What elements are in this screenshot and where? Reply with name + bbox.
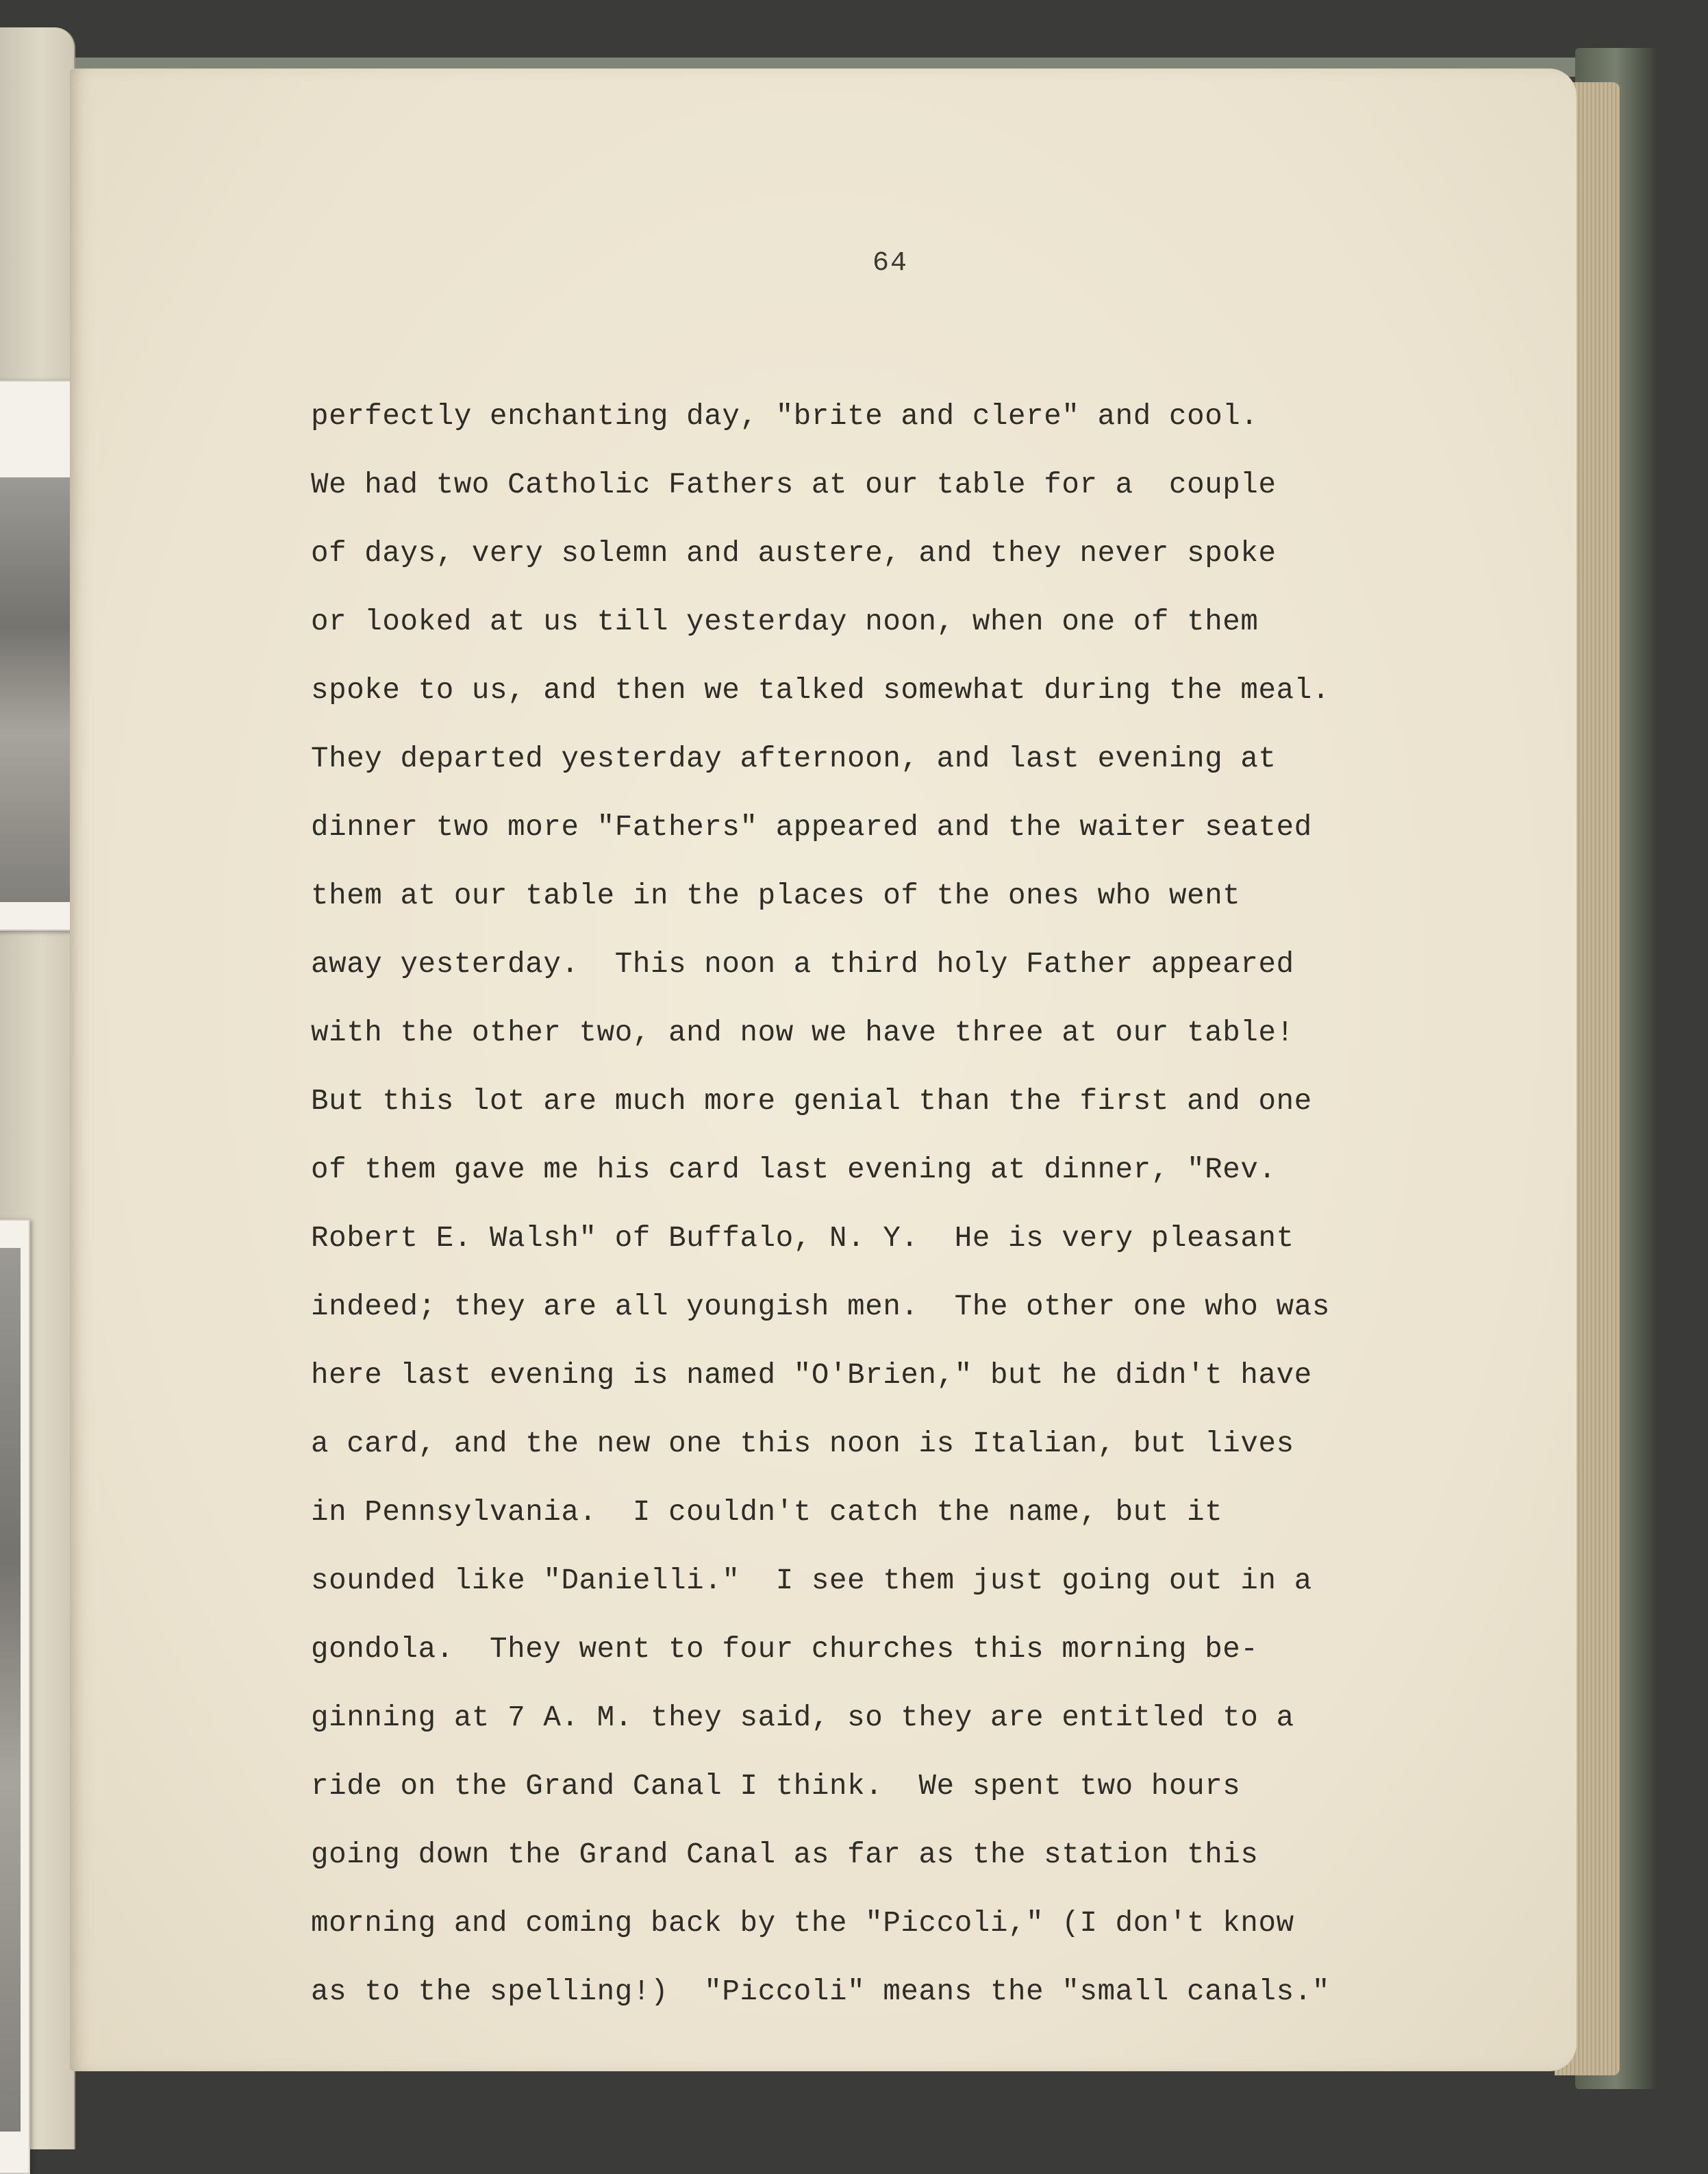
text-line: sounded like "Danielli." I see them just going out in a	[311, 1564, 1312, 1597]
text-line: going down the Grand Canal as far as the station this	[311, 1838, 1259, 1871]
text-line: away yesterday. This noon a third holy Father appeared	[311, 948, 1294, 981]
text-line: of them gave me his card last evening at dinner, "Rev.	[311, 1153, 1277, 1186]
text-line: a card, and the new one this noon is Italian, but lives	[311, 1427, 1294, 1460]
text-line: But this lot are much more genial than the first and one	[311, 1085, 1312, 1118]
text-line: morning and coming back by the "Piccoli," (I don't know	[311, 1907, 1294, 1940]
page-number: 64	[872, 248, 909, 279]
photograph-image	[0, 477, 73, 902]
text-line: ride on the Grand Canal I think. We spent two hours	[311, 1770, 1241, 1803]
text-line: Robert E. Walsh" of Buffalo, N. Y. He is very pleasant	[311, 1222, 1294, 1255]
text-line: They departed yesterday afternoon, and last evening at	[311, 742, 1277, 775]
text-line: gondola. They went to four churches this morning be-	[311, 1633, 1259, 1666]
book-page	[70, 68, 1577, 2071]
text-line: in Pennsylvania. I couldn't catch the name, but it	[311, 1496, 1223, 1529]
tipped-in-photograph	[0, 1219, 30, 2174]
text-line: of days, very solemn and austere, and they never spoke	[311, 537, 1277, 570]
text-line: as to the spelling!) "Piccoli" means the "small canals."	[311, 1975, 1330, 2008]
photograph-image	[0, 1248, 21, 2132]
text-line: dinner two more "Fathers" appeared and the waiter seated	[311, 811, 1312, 844]
text-line: with the other two, and now we have three at our table!	[311, 1016, 1294, 1049]
text-line: or looked at us till yesterday noon, when one of them	[311, 605, 1259, 638]
text-line: ginning at 7 A. M. they said, so they are entitled to a	[311, 1701, 1294, 1734]
text-line: We had two Catholic Fathers at our table for a couple	[311, 468, 1277, 501]
text-line: perfectly enchanting day, "brite and clere" and cool.	[311, 400, 1259, 433]
text-line: spoke to us, and then we talked somewhat during the meal.	[311, 674, 1330, 707]
text-line: indeed; they are all youngish men. The other one who was	[311, 1290, 1330, 1323]
typewritten-text	[311, 382, 1516, 2026]
text-line: them at our table in the places of the ones who went	[311, 879, 1241, 912]
text-line: here last evening is named "O'Brien," but he didn't have	[311, 1359, 1312, 1392]
